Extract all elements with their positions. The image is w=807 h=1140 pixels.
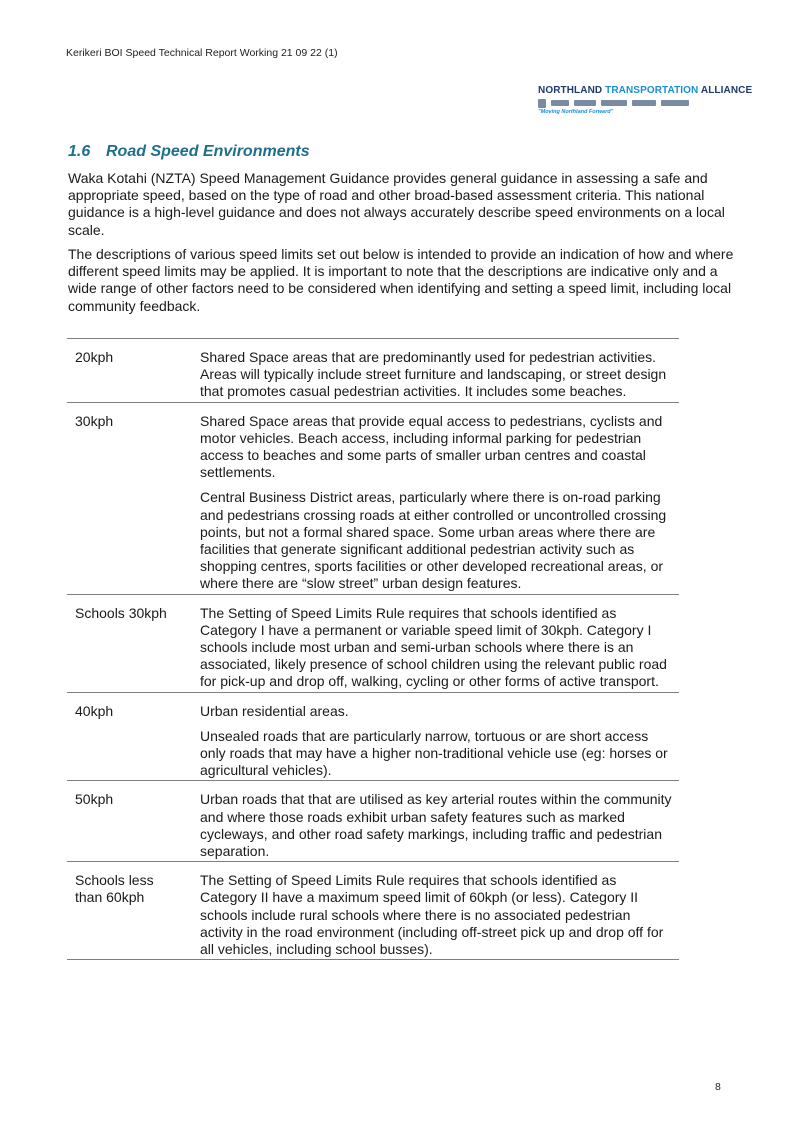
descriptions-paragraph: The descriptions of various speed limits set out below is intended to provide an indication of how and where different speed limits may be applied. It is important to note that the descriptions are indicative only and a wide range of other factors need to be considered when identifying and setting a speed limit, including local community feedback. xyxy=(68,246,734,314)
description-cell xyxy=(192,692,679,781)
logo-title: NORTHLAND TRANSPORTATION ALLIANCE xyxy=(538,85,753,96)
description-text: The Setting of Speed Limits Rule requires that schools identified as Category II have a maximum speed limit of 60kph (or less). Category II schools include rural schools where there is no associated pedestrian activity in the road environment (including off-street pick up and drop off for all vehicles, including school busses). xyxy=(200,872,664,958)
council-logo-icon xyxy=(538,99,546,108)
description-text: The Setting of Speed Limits Rule requires that schools identified as Category I have a permanent or variable speed limit of 30kph. Category I schools include most urban and semi-urban schools where there is an associated, likely presence of school children using the relevant public road for pick-up and drop off, walking, cycling or other forms of active transport. xyxy=(200,604,667,690)
section-number: 1.6 xyxy=(68,143,91,160)
speed-limit-cell: 50kph xyxy=(75,791,114,808)
speed-limit-cell: Schools less than 60kph xyxy=(75,872,154,906)
waka-kotahi-logo-icon xyxy=(661,100,689,106)
northland-transportation-alliance-logo xyxy=(538,85,753,121)
council-logo-icon xyxy=(574,100,596,106)
description-text: Shared Space areas that are predominantly used for pedestrian activities. Areas will typically include street furniture and landscaping, or street design that promotes casual pedestrian activities. It includes some beaches. xyxy=(200,349,667,400)
logo-tagline: "Moving Northland Forward" xyxy=(538,109,614,115)
description-text: Shared Space areas that provide equal access to pedestrians, cyclists and motor vehicles. Beach access, including informal parking for pedestrian access to beaches and some parts of smaller urban centres and coastal settlements. xyxy=(200,412,663,481)
table-row xyxy=(67,862,679,960)
intro-paragraph: Waka Kotahi (NZTA) Speed Management Guidance provides general guidance in assessing a safe and appropriate speed, based on the type of road and other broad-based assessment criteria. This national guidance is a high-level guidance and does not always accurately describe speed environments on a local scale. xyxy=(68,170,725,238)
document-header: Kerikeri BOI Speed Technical Report Working 21 09 22 (1) xyxy=(66,47,338,59)
speed-limit-cell: 30kph xyxy=(75,412,114,429)
section-title: Road Speed Environments xyxy=(106,143,310,160)
description-text: Unsealed roads that are particularly narrow, tortuous or are short access only roads that may have a higher non-traditional vehicle use (eg: horses or agricultural vehicles). xyxy=(200,727,668,779)
description-cell xyxy=(192,594,679,692)
description-text: Central Business District areas, particularly where there is on-road parking and pedestrians crossing roads at either controlled or uncontrolled crossing points, but not a formal shared space. Some urban areas where there are facilities that generate significant additional pedestrian activity such as shopping centres, sports facilities or other developed recreational areas, or where there are “slow street” urban design features. xyxy=(200,489,667,592)
table-row xyxy=(67,594,679,692)
council-logo-icon xyxy=(632,100,656,106)
table-row xyxy=(67,339,679,403)
section-heading xyxy=(68,143,310,161)
council-logo-icon xyxy=(601,100,627,106)
description-cell xyxy=(192,862,679,960)
speed-limit-cell: 20kph xyxy=(75,349,114,365)
table-row xyxy=(67,692,679,781)
page-number: 8 xyxy=(715,1081,721,1093)
council-logo-icon xyxy=(551,100,569,106)
speed-limit-table xyxy=(67,338,679,960)
speed-limit-cell: Schools 30kph xyxy=(75,604,167,621)
speed-limit-cell: 40kph xyxy=(75,702,114,719)
description-text: Urban residential areas. xyxy=(200,702,349,719)
partner-logos xyxy=(538,98,718,108)
description-text: Urban roads that that are utilised as key arterial routes within the community and where those roads exhibit urban safety features such as marked cycleways, and other road safety markings, including traffic and pedestrian separation. xyxy=(200,791,672,860)
table-row xyxy=(67,781,679,862)
description-cell xyxy=(192,402,679,594)
description-cell xyxy=(192,781,679,862)
table-row xyxy=(67,402,679,594)
description-cell xyxy=(192,339,679,403)
